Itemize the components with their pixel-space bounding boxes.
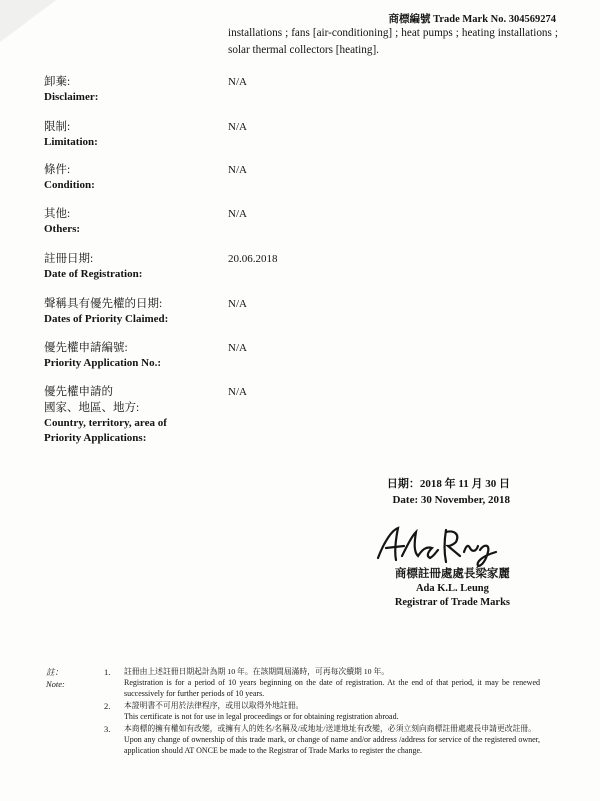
note-number: 2.: [104, 701, 111, 711]
field-label-en: Disclaimer:: [44, 91, 99, 103]
note-text-zh: 註冊由上述註冊日期起計為期 10 年。在該期間屆滿時，可再每次續期 10 年。: [124, 667, 390, 676]
note-text-en: Registration is for a period of 10 years beginning on the date of registration. At the end of that period, it may be renewed successively for further periods of 10 years.: [124, 678, 540, 698]
field-date-of-registration: [44, 251, 564, 282]
field-label-en: Limitation:: [44, 136, 98, 148]
note-item: [104, 666, 540, 699]
registrar-name-zh: 商標註冊處處長梁家麗: [394, 568, 510, 580]
note-text-zh: 本商標的擁有權如有改變，或擁有人的姓名/名稱及/或地址/送達地址有改變，必須立刻向商標註冊處處長申請更改註冊。: [124, 724, 536, 733]
field-value: N/A: [228, 164, 247, 176]
issue-date-en: Date: 30 November, 2018: [392, 494, 510, 506]
field-condition: [44, 162, 564, 193]
registrar-block: [395, 566, 510, 610]
field-label-en-line2: Priority Applications:: [44, 432, 147, 444]
page-fold-corner: [0, 0, 56, 42]
note-text-zh: 本證明書不可用於法律程序，或用以取得外地註冊。: [124, 701, 304, 710]
field-value: N/A: [228, 298, 247, 310]
registrar-signature: [372, 522, 502, 568]
notes-label: [46, 666, 65, 690]
field-priority-application-no: [44, 340, 564, 371]
registrar-title: Registrar of Trade Marks: [394, 597, 510, 608]
note-item: [104, 700, 540, 722]
note-item: [104, 723, 540, 756]
issue-date-zh: 日期：2018 年 11 月 30 日: [386, 478, 510, 490]
registrar-name: Ada K.L. Leung: [415, 583, 489, 594]
field-disclaimer: [44, 74, 564, 105]
goods-description-continuation: installations ; fans [air-conditioning] ; heat pumps ; heating installations ; solar thermal collectors [heating].: [228, 27, 558, 56]
field-label-en: Date of Registration:: [44, 268, 143, 280]
notes-list: [104, 666, 540, 757]
issue-date: [387, 476, 510, 508]
note-text-en: Upon any change of ownership of this trade mark, or change of name and/or address /address for service of the registered owner, application should AT ONCE be made to the Registrar of Trade Marks to register the change.: [124, 735, 540, 755]
field-value: N/A: [228, 121, 247, 133]
notes-label-zh: 註：: [46, 667, 64, 677]
field-label-en: Country, territory, area of: [44, 417, 167, 429]
field-value: 20.06.2018: [228, 253, 278, 265]
field-value: N/A: [228, 386, 247, 398]
field-label-zh-line2: 國家、地區、地方:: [44, 402, 140, 414]
note-number: 1.: [104, 667, 111, 677]
field-label-en: Condition:: [44, 179, 95, 191]
field-limitation: [44, 119, 564, 150]
note-number: 3.: [104, 724, 111, 734]
field-label-en: Dates of Priority Claimed:: [44, 313, 169, 325]
field-value: N/A: [228, 342, 247, 354]
field-value: N/A: [228, 208, 247, 220]
field-label-zh: 優先權申請編號:: [44, 342, 128, 354]
field-label-zh: 限制:: [44, 121, 71, 133]
field-dates-of-priority: [44, 296, 564, 327]
notes-label-en: Note:: [46, 679, 65, 689]
field-label-zh: 卸棄:: [44, 76, 71, 88]
field-others: [44, 206, 564, 237]
trade-mark-number: 商標編號 Trade Mark No. 304569274: [388, 14, 556, 25]
field-label-zh: 優先權申請的: [44, 386, 113, 398]
field-priority-country: [44, 384, 564, 446]
field-label-en: Others:: [44, 223, 81, 235]
field-value: N/A: [228, 76, 247, 88]
field-label-en: Priority Application No.:: [44, 357, 162, 369]
field-label-zh: 註冊日期:: [44, 253, 94, 265]
field-label-zh: 其他:: [44, 208, 71, 220]
field-label-zh: 聲稱具有優先權的日期:: [44, 298, 163, 310]
note-text-en: This certificate is not for use in legal proceedings or for obtaining registration abroad.: [124, 712, 399, 721]
field-label-zh: 條件:: [44, 164, 71, 176]
